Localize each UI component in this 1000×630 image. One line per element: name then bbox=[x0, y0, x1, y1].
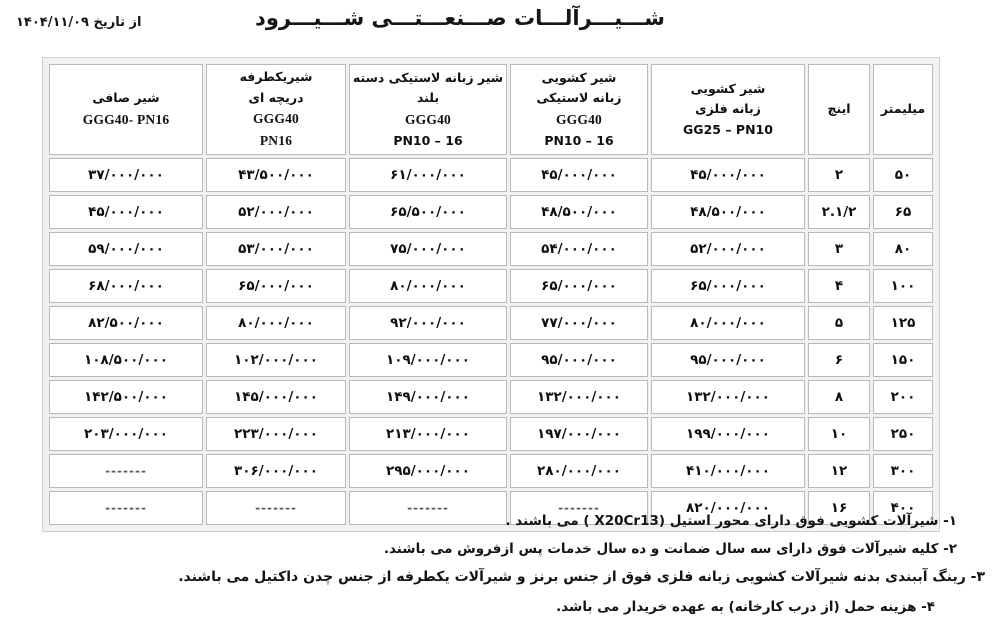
cell-inch-row7: ۸ bbox=[808, 380, 870, 414]
cell-mm-row7: ۲۰۰ bbox=[873, 380, 933, 414]
cell-mm-row1: ۵۰ bbox=[873, 158, 933, 192]
footnote-3: ۳- رینگ آببندی بدنه شیرآلات کشویی زبانه فلزی فوق از جنس برنز و شیرآلات یکطرفه از جنس چدن داکتیل می باشند. bbox=[178, 569, 985, 585]
column-header-gate-valve-metal-wedge: شیر کشویی زبانه فلزی GG25 – PN10 bbox=[651, 64, 805, 155]
cell-mm-row8: ۲۵۰ bbox=[873, 417, 933, 451]
cell-gate-valve-rubber-wedge-row9: ۲۸۰/۰۰۰/۰۰۰ bbox=[510, 454, 648, 488]
table-row-8 bbox=[49, 417, 933, 451]
cell-gate-valve-metal-wedge-row3: ۵۲/۰۰۰/۰۰۰ bbox=[651, 232, 805, 266]
cell-gate-valve-metal-wedge-row7: ۱۳۲/۰۰۰/۰۰۰ bbox=[651, 380, 805, 414]
header-row bbox=[49, 64, 933, 155]
cell-rubber-wedge-long-handle-row7: ۱۴۹/۰۰۰/۰۰۰ bbox=[349, 380, 507, 414]
cell-inch-row6: ۶ bbox=[808, 343, 870, 377]
cell-gate-valve-rubber-wedge-row6: ۹۵/۰۰۰/۰۰۰ bbox=[510, 343, 648, 377]
cell-strainer-valve-row1: ۳۷/۰۰۰/۰۰۰ bbox=[49, 158, 203, 192]
table-row-7 bbox=[49, 380, 933, 414]
cell-gate-valve-metal-wedge-row4: ۶۵/۰۰۰/۰۰۰ bbox=[651, 269, 805, 303]
cell-gate-valve-metal-wedge-row10: ۸۲۰/۰۰۰/۰۰۰ bbox=[651, 491, 805, 525]
cell-strainer-valve-row9: ------- bbox=[49, 454, 203, 488]
cell-gate-valve-metal-wedge-row6: ۹۵/۰۰۰/۰۰۰ bbox=[651, 343, 805, 377]
cell-gate-valve-metal-wedge-row8: ۱۹۹/۰۰۰/۰۰۰ bbox=[651, 417, 805, 451]
cell-gate-valve-rubber-wedge-row4: ۶۵/۰۰۰/۰۰۰ bbox=[510, 269, 648, 303]
cell-strainer-valve-row10: ------- bbox=[49, 491, 203, 525]
cell-strainer-valve-row8: ۲۰۳/۰۰۰/۰۰۰ bbox=[49, 417, 203, 451]
cell-gate-valve-metal-wedge-row9: ۴۱۰/۰۰۰/۰۰۰ bbox=[651, 454, 805, 488]
cell-strainer-valve-row6: ۱۰۸/۵۰۰/۰۰۰ bbox=[49, 343, 203, 377]
cell-rubber-wedge-long-handle-row8: ۲۱۳/۰۰۰/۰۰۰ bbox=[349, 417, 507, 451]
price-table bbox=[46, 61, 936, 528]
column-header-check-valve-swing: شیریکطرفه دریچه ای GGG40 PN16 bbox=[206, 64, 346, 155]
cell-gate-valve-rubber-wedge-row3: ۵۴/۰۰۰/۰۰۰ bbox=[510, 232, 648, 266]
cell-check-valve-swing-row1: ۴۳/۵۰۰/۰۰۰ bbox=[206, 158, 346, 192]
column-header-mm: میلیمتر bbox=[873, 64, 933, 155]
cell-rubber-wedge-long-handle-row1: ۶۱/۰۰۰/۰۰۰ bbox=[349, 158, 507, 192]
cell-strainer-valve-row5: ۸۲/۵۰۰/۰۰۰ bbox=[49, 306, 203, 340]
cell-rubber-wedge-long-handle-row9: ۲۹۵/۰۰۰/۰۰۰ bbox=[349, 454, 507, 488]
cell-strainer-valve-row3: ۵۹/۰۰۰/۰۰۰ bbox=[49, 232, 203, 266]
cell-check-valve-swing-row6: ۱۰۲/۰۰۰/۰۰۰ bbox=[206, 343, 346, 377]
cell-gate-valve-rubber-wedge-row8: ۱۹۷/۰۰۰/۰۰۰ bbox=[510, 417, 648, 451]
cell-strainer-valve-row7: ۱۴۲/۵۰۰/۰۰۰ bbox=[49, 380, 203, 414]
cell-rubber-wedge-long-handle-row3: ۷۵/۰۰۰/۰۰۰ bbox=[349, 232, 507, 266]
cell-rubber-wedge-long-handle-row5: ۹۲/۰۰۰/۰۰۰ bbox=[349, 306, 507, 340]
price-table-container bbox=[42, 57, 940, 532]
cell-check-valve-swing-row7: ۱۴۵/۰۰۰/۰۰۰ bbox=[206, 380, 346, 414]
column-header-inch: اینچ bbox=[808, 64, 870, 155]
cell-inch-row3: ۳ bbox=[808, 232, 870, 266]
cell-mm-row5: ۱۲۵ bbox=[873, 306, 933, 340]
table-row-9 bbox=[49, 454, 933, 488]
cell-check-valve-swing-row10: ------- bbox=[206, 491, 346, 525]
footnote-1: ۱- شیرآلات کشویی فوق دارای محور استیل (X20Cr13 ) می باشند . bbox=[505, 513, 957, 529]
cell-rubber-wedge-long-handle-row6: ۱۰۹/۰۰۰/۰۰۰ bbox=[349, 343, 507, 377]
table-row-2 bbox=[49, 195, 933, 229]
column-header-strainer-valve: شیر صافی GGG40- PN16 bbox=[49, 64, 203, 155]
cell-inch-row5: ۵ bbox=[808, 306, 870, 340]
cell-gate-valve-metal-wedge-row2: ۴۸/۵۰۰/۰۰۰ bbox=[651, 195, 805, 229]
cell-inch-row4: ۴ bbox=[808, 269, 870, 303]
price-date-label: از تاریخ ۱۴۰۴/۱۱/۰۹ bbox=[16, 15, 142, 30]
cell-mm-row6: ۱۵۰ bbox=[873, 343, 933, 377]
price-table-body bbox=[49, 158, 933, 525]
cell-gate-valve-metal-wedge-row5: ۸۰/۰۰۰/۰۰۰ bbox=[651, 306, 805, 340]
cell-mm-row9: ۳۰۰ bbox=[873, 454, 933, 488]
table-row-6 bbox=[49, 343, 933, 377]
cell-inch-row2: ۲.۱/۲ bbox=[808, 195, 870, 229]
table-row-1 bbox=[49, 158, 933, 192]
cell-mm-row4: ۱۰۰ bbox=[873, 269, 933, 303]
cell-inch-row9: ۱۲ bbox=[808, 454, 870, 488]
cell-gate-valve-rubber-wedge-row1: ۴۵/۰۰۰/۰۰۰ bbox=[510, 158, 648, 192]
cell-rubber-wedge-long-handle-row4: ۸۰/۰۰۰/۰۰۰ bbox=[349, 269, 507, 303]
cell-inch-row10: ۱۶ bbox=[808, 491, 870, 525]
cell-gate-valve-rubber-wedge-row5: ۷۷/۰۰۰/۰۰۰ bbox=[510, 306, 648, 340]
cell-check-valve-swing-row4: ۶۵/۰۰۰/۰۰۰ bbox=[206, 269, 346, 303]
cell-check-valve-swing-row3: ۵۳/۰۰۰/۰۰۰ bbox=[206, 232, 346, 266]
cell-check-valve-swing-row9: ۳۰۶/۰۰۰/۰۰۰ bbox=[206, 454, 346, 488]
cell-strainer-valve-row4: ۶۸/۰۰۰/۰۰۰ bbox=[49, 269, 203, 303]
cell-rubber-wedge-long-handle-row2: ۶۵/۵۰۰/۰۰۰ bbox=[349, 195, 507, 229]
cell-gate-valve-rubber-wedge-row7: ۱۳۲/۰۰۰/۰۰۰ bbox=[510, 380, 648, 414]
cell-gate-valve-metal-wedge-row1: ۴۵/۰۰۰/۰۰۰ bbox=[651, 158, 805, 192]
cell-mm-row10: ۴۰۰ bbox=[873, 491, 933, 525]
cell-check-valve-swing-row2: ۵۲/۰۰۰/۰۰۰ bbox=[206, 195, 346, 229]
footnote-4: ۴- هزینه حمل (از درب کارخانه) به عهده خریدار می باشد. bbox=[556, 599, 935, 615]
column-header-gate-valve-rubber-wedge: شیر کشویی زبانه لاستیکی GGG40 PN10 – 16 bbox=[510, 64, 648, 155]
column-header-rubber-wedge-long-handle: شیر زبانه لاستیکی دسته بلند GGG40 PN10 – 16 bbox=[349, 64, 507, 155]
page-title: شـــیـــرآلـــات صـــنعـــتـــی شـــیـــرود bbox=[255, 6, 665, 30]
table-row-4 bbox=[49, 269, 933, 303]
cell-check-valve-swing-row5: ۸۰/۰۰۰/۰۰۰ bbox=[206, 306, 346, 340]
cell-gate-valve-rubber-wedge-row2: ۴۸/۵۰۰/۰۰۰ bbox=[510, 195, 648, 229]
table-row-3 bbox=[49, 232, 933, 266]
cell-strainer-valve-row2: ۴۵/۰۰۰/۰۰۰ bbox=[49, 195, 203, 229]
cell-rubber-wedge-long-handle-row10: ------- bbox=[349, 491, 507, 525]
cell-inch-row1: ۲ bbox=[808, 158, 870, 192]
cell-gate-valve-rubber-wedge-row10: ------- bbox=[510, 491, 648, 525]
footnote-2: ۲- کلیه شیرآلات فوق دارای سه سال ضمانت و ده سال خدمات پس ازفروش می باشند. bbox=[383, 541, 957, 557]
cell-mm-row3: ۸۰ bbox=[873, 232, 933, 266]
cell-mm-row2: ۶۵ bbox=[873, 195, 933, 229]
cell-check-valve-swing-row8: ۲۲۳/۰۰۰/۰۰۰ bbox=[206, 417, 346, 451]
table-row-5 bbox=[49, 306, 933, 340]
price-table-head bbox=[49, 64, 933, 155]
cell-inch-row8: ۱۰ bbox=[808, 417, 870, 451]
